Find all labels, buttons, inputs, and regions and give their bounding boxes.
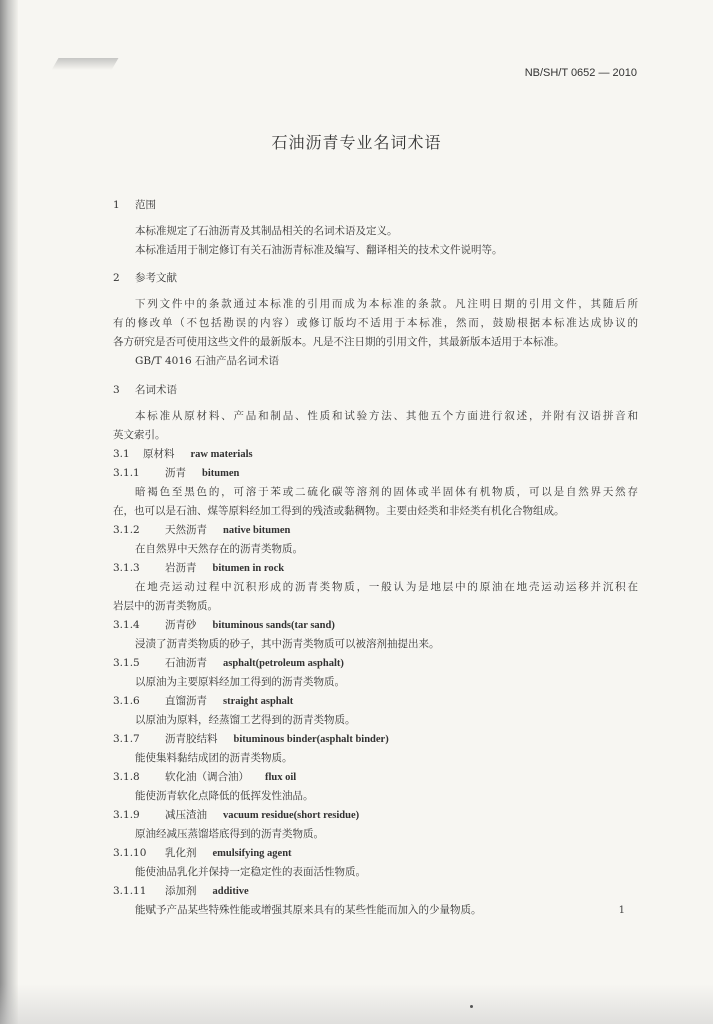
term-heading: [113, 807, 359, 822]
term-heading: [113, 446, 253, 461]
term-heading: [113, 693, 293, 708]
term-en: bituminous binder(asphalt binder): [233, 734, 389, 745]
section-2-heading: [113, 270, 177, 285]
term-heading: [113, 465, 239, 480]
definition-line: 能使集料黏结成团的沥青类物质。: [135, 752, 293, 764]
term-number: 3.1.2: [113, 524, 140, 536]
definition-line: 以原油为原料，经蒸馏工艺得到的沥青类物质。: [135, 714, 356, 726]
scan-fold-mark: [52, 58, 119, 70]
section-number: 1: [113, 199, 120, 211]
term-heading: [113, 883, 249, 898]
definition-line: 原油经减压蒸馏塔底得到的沥青类物质。: [135, 828, 324, 840]
paragraph-line: 各方研究是否可使用这些文件的最新版本。凡是不注日期的引用文件，其最新版本适用于本标准。: [113, 336, 565, 348]
term-number: 3.1: [113, 448, 130, 460]
term-heading: [113, 731, 389, 746]
term-cn: 沥青砂: [165, 619, 197, 631]
section-number: 2: [113, 272, 120, 284]
definition-line: 在自然界中天然存在的沥青类物质。: [135, 543, 303, 555]
paragraph-line: 下列文件中的条款通过本标准的引用而成为本标准的条款。凡注明日期的引用文件，其随后所: [135, 298, 638, 310]
paragraph: 本标准规定了石油沥青及其制品相关的名词术语及定义。: [135, 225, 398, 237]
term-en: vacuum residue(short residue): [223, 810, 360, 821]
definition-line: 岩层中的沥青类物质。: [113, 600, 218, 612]
definition-line: 在地壳运动过程中沉积形成的沥青类物质，一般认为是地层中的原油在地壳运动运移并沉积在: [135, 581, 638, 593]
term-number: 3.1.11: [113, 885, 147, 897]
term-cn: 直馏沥青: [165, 695, 207, 707]
scan-bottom-shadow: [0, 984, 713, 1024]
section-1-heading: [113, 197, 156, 212]
term-number: 3.1.10: [113, 847, 147, 859]
term-en: bituminous sands(tar sand): [212, 620, 335, 631]
term-cn: 原材料: [143, 448, 175, 460]
term-en: straight asphalt: [223, 696, 294, 707]
term-en: raw materials: [190, 449, 253, 460]
paragraph-line: 本标准从原材料、产品和制品、性质和试验方法、其他五个方面进行叙述，并附有汉语拼音和: [135, 410, 638, 422]
term-number: 3.1.9: [113, 809, 140, 821]
paragraph-line: 有的修改单（不包括勘误的内容）或修订版均不适用于本标准，然而，鼓励根据本标准达成协议的: [113, 317, 638, 329]
section-3-heading: [113, 382, 177, 397]
term-heading: [113, 617, 335, 632]
document-title: 石油沥青专业名词术语: [271, 133, 442, 152]
definition-line: 暗褐色至黑色的，可溶于苯或二硫化碳等溶剂的固体或半固体有机物质，可以是自然界天然存: [135, 486, 638, 498]
term-en: asphalt(petroleum asphalt): [223, 658, 344, 669]
term-number: 3.1.6: [113, 695, 140, 707]
definition-line: 能赋予产品某些特殊性能或增强其原来具有的某些性能而加入的少量物质。: [135, 904, 482, 916]
term-en: bitumen in rock: [212, 563, 285, 574]
scan-binding-shadow: [0, 0, 18, 1024]
term-heading: [113, 522, 290, 537]
term-number: 3.1.8: [113, 771, 140, 783]
definition-line: 能使沥青软化点降低的低挥发性油品。: [135, 790, 314, 802]
definition-line: 以原油为主要原料经加工得到的沥青类物质。: [135, 676, 345, 688]
reference-entry: GB/T 4016 石油产品名词术语: [135, 355, 280, 367]
term-cn: 减压渣油: [165, 809, 207, 821]
term-cn: 软化油（调合油）: [165, 771, 249, 783]
page-number: 1: [618, 905, 625, 916]
term-en: additive: [212, 886, 249, 897]
definition-line: 在，也可以是石油、煤等原料经加工得到的残渣或黏稠物。主要由烃类和非烃类有机化合物组成。: [113, 505, 565, 517]
term-number: 3.1.4: [113, 619, 140, 631]
section-title: 名词术语: [135, 384, 177, 396]
term-cn: 沥青胶结料: [165, 733, 218, 745]
term-cn: 岩沥青: [165, 562, 197, 574]
term-en: flux oil: [265, 772, 297, 783]
paragraph: 本标准适用于制定修订有关石油沥青标准及编写、翻译相关的技术文件说明等。: [135, 244, 503, 256]
term-number: 3.1.1: [113, 467, 140, 479]
term-number: 3.1.7: [113, 733, 140, 745]
section-title: 参考文献: [135, 272, 177, 284]
term-heading: [113, 769, 296, 784]
section-number: 3: [113, 384, 120, 396]
term-cn: 天然沥青: [165, 524, 207, 536]
definition-line: 浸渍了沥青类物质的砂子，其中沥青类物质可以被溶剂抽提出来。: [135, 638, 440, 650]
term-number: 3.1.3: [113, 562, 140, 574]
term-cn: 沥青: [165, 467, 186, 479]
term-number: 3.1.5: [113, 657, 140, 669]
paragraph-line: 英文索引。: [113, 429, 166, 441]
term-heading: [113, 655, 344, 670]
section-title: 范围: [135, 199, 156, 211]
term-cn: 添加剂: [165, 885, 197, 897]
term-cn: 石油沥青: [165, 657, 207, 669]
term-en: native bitumen: [223, 525, 291, 536]
term-heading: [113, 845, 292, 860]
term-cn: 乳化剂: [165, 847, 197, 859]
standard-number: NB/SH/T 0652 — 2010: [524, 67, 637, 79]
term-en: bitumen: [202, 468, 240, 479]
term-heading: [113, 560, 284, 575]
definition-line: 能使油品乳化并保持一定稳定性的表面活性物质。: [135, 866, 366, 878]
term-en: emulsifying agent: [212, 848, 292, 859]
scan-speck: [470, 1005, 473, 1008]
